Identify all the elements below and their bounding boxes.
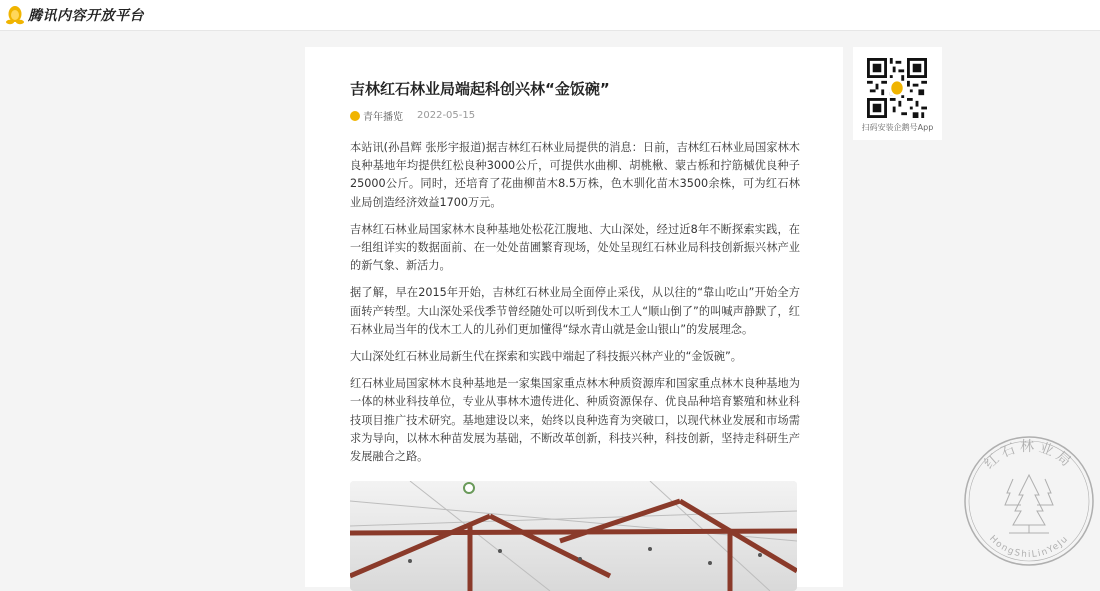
svg-text:红石林业局: 红石林业局 (981, 439, 1077, 473)
penguin-logo-icon (6, 5, 24, 25)
watermark-seal (963, 435, 1095, 567)
article-photo (350, 481, 797, 591)
site-name[interactable]: 腾讯内容开放平台 (28, 8, 144, 24)
app-download-card (853, 47, 942, 140)
site-logo[interactable] (6, 5, 144, 25)
article-body (350, 139, 800, 475)
author-name[interactable]: 青年播览 (363, 112, 403, 123)
publish-date: 2022-05-15 (417, 110, 476, 121)
paragraph: 大山深处红石林业局新生代在探索和实践中端起了科技振兴林产业的“金饭碗”。 (350, 350, 742, 364)
paragraph: 本站讯(孙昌辉 张彤宇报道)据吉林红石林业局提供的消息：日前，吉林红石林业局国家林木良种基地年均提供红松良种3000公斤，可提供水曲柳、胡桃楸、蒙古栎和拧筋槭优良种子25000公斤。同时，还培育了花曲柳苗木8.5万株，色木驯化苗木3500余株，可为红石林业局创造经济效益1700万元。 (350, 141, 800, 209)
author-avatar-icon (350, 111, 360, 121)
qr-code-icon[interactable] (867, 58, 927, 118)
paragraph: 据了解，早在2015年开始，吉林红石林业局全面停止采伐，从以往的“靠山吃山”开始全方面转产转型。大山深处采伐季节曾经随处可以听到伐木工人“顺山倒了”的叫喊声静默了，红石林业局当年的伐木工人的儿孙们更加懂得“绿水青山就是金山银山”的发展理念。 (350, 286, 800, 336)
tree-icon (1005, 475, 1053, 533)
article-card (305, 47, 843, 587)
paragraph: 吉林红石林业局国家林木良种基地处松花江腹地、大山深处，经过近8年不断探索实践，在一组组详实的数据面前、在一处处苗圃繁育现场，处处呈现红石林业局科技创新振兴林产业的新气象、新活力。 (350, 222, 800, 273)
top-bar (0, 0, 1100, 31)
svg-text:HongShiLinYeJu: HongShiLinYeJu (987, 533, 1071, 561)
qr-caption: 扫码安装企鹅号App (861, 123, 934, 132)
paragraph: 红石林业局国家林木良种基地是一家集国家重点林木种质资源库和国家重点林木良种基地为一体的林业科技单位，专业从事林木遗传进化、种质资源保存、优良品种培育繁殖和林业科技项目推广技术研究。基地建设以来，始终以良种选育为突破口，以现代林业发展和市场需求为导向，以林木种苗发展为基础，不断改革创新，科技兴种，科技创新，坚持走科研生产发展融合之路。 (350, 377, 800, 464)
article-title: 吉林红石林业局端起科创兴林“金饭碗” (350, 80, 610, 98)
article-meta (350, 108, 475, 123)
